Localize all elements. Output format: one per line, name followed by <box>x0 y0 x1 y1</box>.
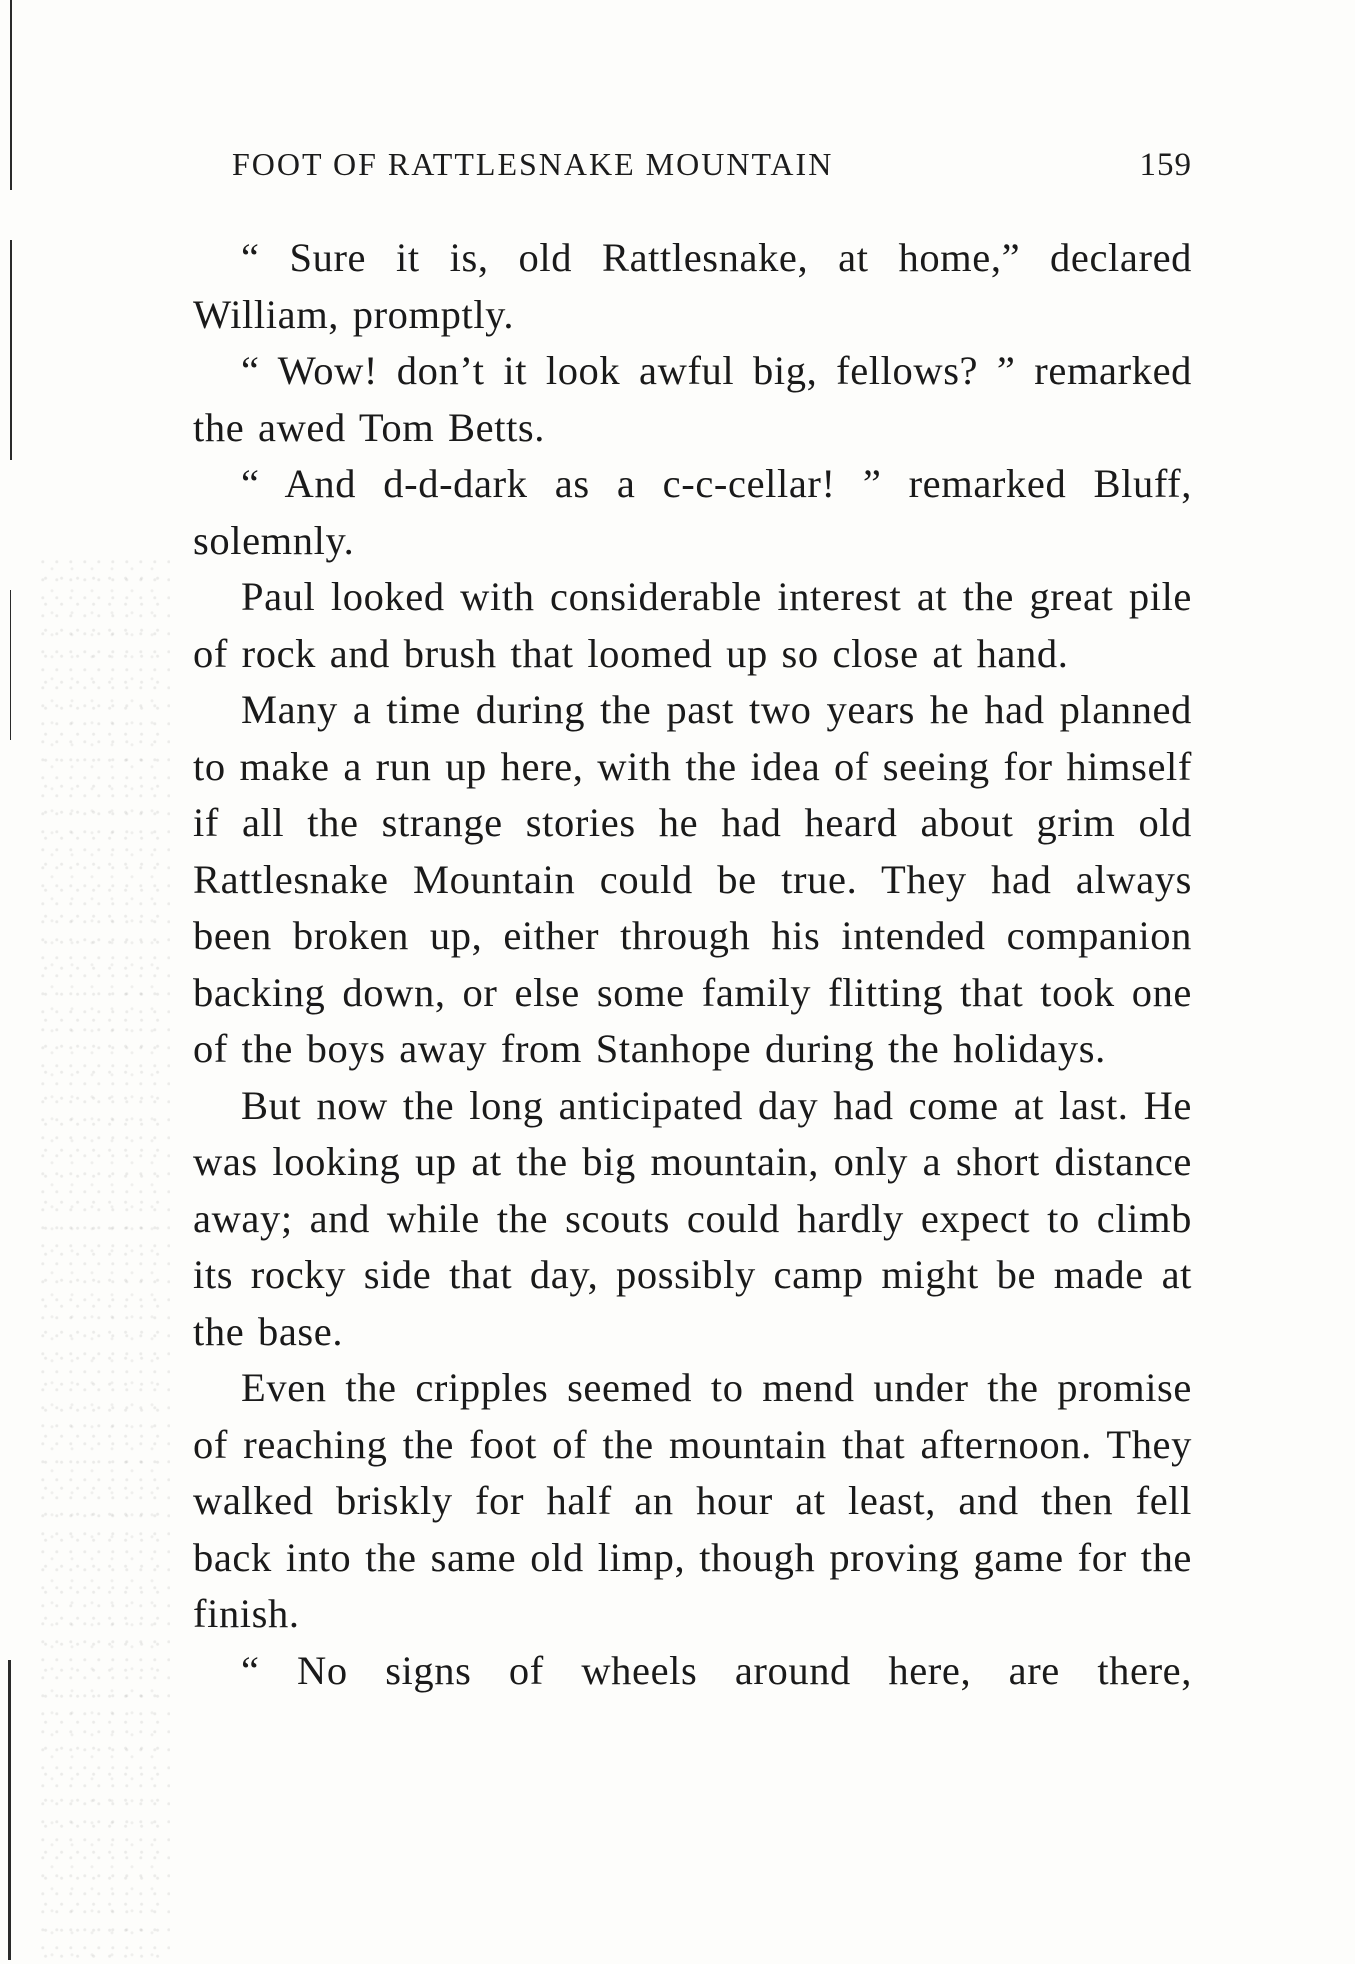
scan-edge-line <box>10 240 12 460</box>
paragraph: Many a time during the past two years he had planned to make a run up here, with the idea of seeing for himself if all the strange stories he had heard about grim old Rattlesnake Mountain could be true. They had always been broken up, either through his intended companion backing down, or else some family flitting that took one of the boys away from Stanhope during the holidays. <box>193 687 1192 1071</box>
page-number: 159 <box>1139 147 1192 183</box>
paragraph: “ No signs of wheels around here, are there, <box>241 1647 1192 1693</box>
paragraph: “ And d-d-dark as a c-c-cellar! ” remarked Bluff, solemnly. <box>193 461 1192 563</box>
paragraph: “ Sure it is, old Rattlesnake, at home,” declared William, promptly. <box>193 235 1192 337</box>
running-head <box>232 146 1192 196</box>
scan-edge-line <box>10 0 12 190</box>
paragraph: But now the long anticipated day had come at last. He was looking up at the big mountain, only a short distance away; and while the scouts could hardly expect to climb its rocky side that day, possibly camp might be made at the base. <box>193 1082 1192 1354</box>
scan-edge-line <box>8 1660 11 1960</box>
scan-gutter-noise <box>40 560 170 1960</box>
body-text <box>193 230 1192 1699</box>
paragraph: Even the cripples seemed to mend under the promise of reaching the foot of the mountain that afternoon. They walked briskly for half an hour at least, and then fell back into the same old limp, though proving game for the finish. <box>193 1365 1192 1636</box>
paragraph: Paul looked with considerable interest at the great pile of rock and brush that loomed up so close at hand. <box>193 574 1192 676</box>
paragraph: “ Wow! don’t it look awful big, fellows? ” remarked the awed Tom Betts. <box>193 348 1192 450</box>
running-title: FOOT OF RATTLESNAKE MOUNTAIN <box>232 146 834 182</box>
scan-edge-line <box>10 590 11 740</box>
